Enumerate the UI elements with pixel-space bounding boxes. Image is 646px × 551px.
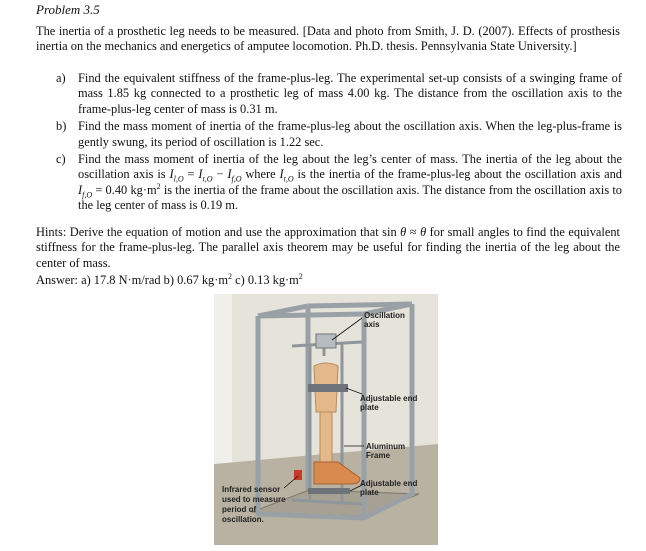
hints-paragraph: Hints: Derive the equation of motion and use the approximation that sin θ ≈ θ for small angles to find the equivalent stiffness for the frame-plus-leg. The parallel axis theorem may be useful for finding the inertia of the leg about the center of mass. <box>36 225 620 270</box>
label-plate-bottom: plate <box>360 488 379 497</box>
label-plate-top: plate <box>360 403 379 412</box>
part-marker: a) <box>56 71 66 85</box>
label-axis: axis <box>364 320 380 329</box>
problem-parts-list <box>36 71 622 216</box>
leg-shank <box>320 412 332 462</box>
part-text: Find the equivalent stiffness of the frame-plus-leg. The experimental set-up consists of a swinging frame of mass 1.85 kg connected to a prosthetic leg of mass 4.00 kg. The distance from the oscillation axis to the frame-plus-leg center of mass is 0.31 m. <box>78 71 622 116</box>
adjustable-end-plate-top <box>308 384 348 392</box>
answer-line: Answer: a) 17.8 N·m/rad b) 0.67 $kg\cdot m^2$ c) 0.13 $kg\cdot m^2$ <box>36 271 303 287</box>
part-text: Find the mass moment of inertia of the leg about the leg’s center of mass. The inertia of the leg about the oscillation axis is $I_{l,O} = I_{t,O} - I_{f,O}$ where $I_{t,O}$ is the inertia of the frame-plus-leg about the oscillation axis and $I_{f,O} = 0.40$ $kg\cdot m^2$ is the inertia of the frame about the oscillation axis. The distance from the oscillation axis to the leg center of mass is 0.19 m. <box>78 152 622 213</box>
label-used-to-measure: used to measure <box>222 495 286 504</box>
part-b <box>36 119 622 150</box>
label-period-of: period of <box>222 505 257 514</box>
problem-title: Problem 3.5 <box>36 2 100 17</box>
label-adjustable-bottom: Adjustable end <box>360 479 418 488</box>
label-oscillation-end: oscillation. <box>222 515 264 524</box>
apparatus-photo <box>214 294 438 545</box>
part-text: Find the mass moment of inertia of the frame-plus-leg about the oscillation axis. When the leg-plus-frame is gently swung, its period of oscillation is 1.22 sec. <box>78 119 622 149</box>
label-adjustable-top: Adjustable end <box>360 394 418 403</box>
part-a <box>36 71 622 117</box>
oscillation-axis-block <box>316 334 336 348</box>
label-infrared: Infrared sensor <box>222 485 281 494</box>
label-aluminum: Aluminum <box>366 442 406 451</box>
problem-intro: The inertia of a prosthetic leg needs to be measured. [Data and photo from Smith, J. D. (2007). Effects of prosthesis inertia on the mechanics and energetics of amputee locomotion. Ph.D. thesis. Pennsylvania State University.] <box>36 24 620 54</box>
adjustable-end-plate-bottom <box>308 488 350 494</box>
part-marker: b) <box>56 119 67 134</box>
label-oscillation: Oscillation <box>364 311 405 320</box>
part-c <box>36 152 622 214</box>
part-marker: c) <box>56 152 66 167</box>
label-frame: Frame <box>366 451 391 460</box>
